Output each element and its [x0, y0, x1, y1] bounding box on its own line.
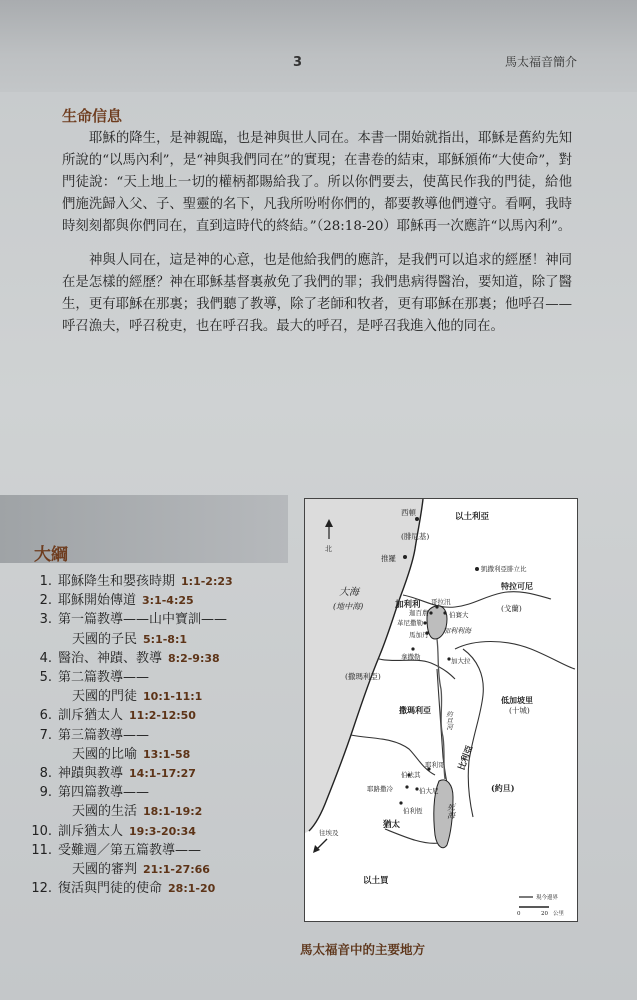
city-dot-nazareth: [411, 647, 414, 650]
outline-item-number: 9.: [39, 785, 52, 801]
outline-item-text: 天國的子民: [72, 631, 138, 647]
label-bethsaida: 伯賽大: [449, 611, 469, 619]
label-nazareth: 拿撒勒: [401, 653, 421, 661]
boundary-judea-idumea: [385, 829, 439, 843]
label-samaria: (撒瑪利亞): [345, 672, 381, 681]
outline-item: [22, 573, 292, 591]
outline-item-text: 受難週／第五篇教導——: [58, 842, 202, 858]
label-jericho: 耶利哥: [425, 761, 445, 769]
outline-item-reference: 18:1-19:2: [143, 805, 203, 819]
label-jerusalem: 耶路撒冷: [367, 785, 393, 793]
city-dot-capernaum: [429, 611, 432, 614]
label-judea: 猶太: [383, 820, 401, 830]
label-decapolis: 低加坡里: [501, 695, 533, 705]
scale-label-20: 20: [541, 911, 548, 917]
label-mediterranean: (地中海): [333, 602, 364, 611]
city-dot-sidon: [415, 517, 419, 521]
outline-item-reference: 10:1-11:1: [143, 690, 203, 704]
outline-item-text: 訓斥猶太人: [58, 823, 124, 839]
label-great-sea: 大海: [339, 587, 359, 598]
outline-item: [22, 650, 292, 668]
label-trachonitis: 特拉可尼: [501, 581, 533, 591]
outline-title: 大綱: [34, 545, 68, 565]
city-dot-bethsaida: [443, 611, 446, 614]
outline-item: [22, 727, 292, 745]
outline-item-text: 天國的比喻: [72, 746, 138, 762]
outline-item-reference: 8:2-9:38: [168, 651, 220, 665]
label-bethphage: 伯法其: [401, 771, 421, 779]
outline-item-number: 10.: [31, 823, 52, 839]
outline-item-reference: 3:1-4:25: [142, 594, 194, 608]
label-egypt: 往埃及: [319, 829, 339, 837]
outline-item: [22, 707, 292, 725]
header-band: [0, 0, 637, 92]
outline-item: [22, 880, 292, 898]
boundary-galilee-north: [403, 592, 551, 608]
north-label: 北: [325, 545, 332, 553]
label-sidon: 西頓: [401, 508, 416, 517]
city-dot-gennesaret: [423, 621, 426, 624]
outline-item: [22, 842, 292, 860]
map-svg: [305, 499, 576, 920]
outline-item: [22, 746, 342, 764]
outline-item-reference: 28:1-20: [168, 882, 216, 896]
label-jordan-river: 約旦河: [445, 711, 453, 731]
outline-item-text: 天國的生活: [72, 804, 138, 820]
label-bethlehem: 伯利恆: [403, 807, 423, 815]
outline-item: [22, 611, 292, 629]
scale-label-0: 0: [517, 911, 521, 917]
label-decapolis-sub: (十城): [509, 706, 530, 715]
outline-item-text: 神蹟與教導: [58, 766, 124, 781]
outline-item-reference: 14:1-17:27: [129, 767, 196, 780]
label-idumea: 以土買: [363, 876, 389, 886]
map-frame: [304, 498, 578, 922]
outline-item-number: 7.: [39, 727, 52, 743]
outline-item-number: 1.: [39, 574, 52, 589]
label-phoenicia: (腓尼基): [401, 532, 430, 541]
outline-item-text: 耶穌開始傳道: [58, 593, 137, 609]
outline-item: [22, 861, 342, 879]
outline-item-text: 醫治、神蹟、教導: [58, 650, 163, 666]
outline-item-text: 復活與門徒的使命: [58, 881, 163, 897]
outline-item-number: 4.: [39, 650, 52, 666]
city-dot-jerusalem: [405, 785, 408, 788]
scale-unit: 公里: [553, 911, 565, 917]
city-dot-caesarea-philippi: [475, 567, 479, 571]
label-samaria-region: 撒瑪利亞: [399, 705, 431, 715]
outline-item-reference: 5:1-8:1: [143, 632, 187, 646]
label-tyre: 推羅: [381, 554, 396, 563]
outline-item-reference: 1:1-2:23: [181, 575, 233, 588]
outline-item-number: 8.: [39, 766, 52, 781]
label-gadara: 加大拉: [451, 657, 471, 665]
outline-item-reference: 13:1-58: [143, 747, 191, 761]
outline-item-text: 訓斥猶太人: [58, 708, 124, 724]
label-lebanon: 以土利亞: [455, 512, 490, 522]
outline-item-text: 天國的審判: [72, 862, 138, 877]
label-dead-sea: 死海: [446, 803, 456, 819]
outline-item: [22, 784, 292, 802]
label-caesarea-philippi: 凱撒利亞腓立比: [481, 565, 527, 573]
outline-item: [22, 803, 342, 821]
outline-item-reference: 19:3-20:34: [129, 824, 196, 838]
label-chorazin: 哥拉汛: [431, 598, 451, 606]
boundary-galilee-samaria: [379, 659, 455, 679]
outline-item-text: 耶穌降生和嬰孩時期: [58, 574, 176, 589]
outline-item-reference: 11:2-12:50: [129, 709, 196, 723]
boundary-perea-decapolis: [463, 649, 483, 817]
running-head: 馬太福音簡介: [505, 55, 578, 69]
label-galilee: 加利利: [395, 600, 421, 610]
life-message-title: 生命信息: [62, 107, 123, 125]
label-capernaum: 迦百農: [409, 609, 429, 617]
life-message-paragraph-1: 耶穌的降生，是神親臨，也是神與世人同在。本書一開始就指出，耶穌是舊約先知所說的“以馬內利”，是“神與我們同在”的實現；在書卷的結束，耶穌頒佈“大使命”，對門徒說：“天上地上一切的權柄都賜給我了。所以你們要去，使萬民作我的門徒，給他們施洗歸入父、子、聖靈的名下，凡我所吩咐你們的，都要教導他們遵守。看啊，我時時刻刻都與你們同在，直到這時代的終結。”（28:18-20）耶穌再一次應許“以馬內利”。: [62, 131, 572, 234]
outline-item: [22, 688, 342, 706]
map-caption: 馬太福音中的主要地方: [300, 942, 426, 957]
outline-item-text: 天國的門徒: [72, 689, 138, 705]
outline-item: [22, 823, 292, 841]
label-perea: 比利亞: [457, 744, 476, 772]
label-bethany: 伯大尼: [419, 787, 439, 795]
life-message-paragraph-2: 神與人同在，這是神的心意，也是他給我們的應許，是我們可以追求的經歷！神同在是怎樣的經歷？神在耶穌基督裏赦免了我們的罪；我們患病得醫治，要知道，除了醫生，更有耶穌在那裏；我們聽了教導，除了老師和牧者，更有耶穌在那裏；他呼召——呼召漁夫，呼召稅吏，也在呼召我。最大的呼召，是呼召我進入他的同在。: [62, 253, 572, 334]
outline-item: [22, 631, 342, 649]
page-number: 3: [293, 55, 303, 70]
legend-border-label: 現今邊界: [536, 895, 559, 901]
city-dot-tyre: [403, 555, 407, 559]
outline-item-text: 第一篇教導——山中寶訓——: [58, 612, 228, 628]
outline-item-number: 2.: [39, 593, 52, 609]
label-jordan-region: (約旦): [491, 783, 515, 793]
label-magadan: 馬加丹: [409, 631, 429, 639]
outline-item-number: 5.: [39, 670, 52, 685]
outline-item-text: 第二篇教導——: [58, 670, 150, 685]
boundary-samaria-judea: [351, 735, 435, 775]
outline-item-number: 11.: [31, 842, 52, 858]
label-gennesaret: 革尼撒勒: [397, 619, 423, 627]
outline-item-reference: 21:1-27:66: [143, 863, 210, 876]
outline-item: [22, 765, 292, 783]
boundary-decapolis-north: [455, 642, 575, 670]
jordan-river-line: [437, 639, 445, 779]
label-sea-of-galilee: 加利利海: [443, 627, 471, 635]
city-dot-bethlehem: [399, 801, 402, 804]
outline-item: [22, 592, 292, 610]
outline-item: [22, 669, 292, 687]
mediterranean-sea-shape: [305, 499, 423, 833]
outline-item-text: 第三篇教導——: [58, 727, 150, 743]
outline-item-number: 12.: [31, 881, 52, 897]
outline-item-number: 6.: [39, 708, 52, 724]
label-gaulanitis: (戈蘭): [501, 604, 522, 613]
outline-item-number: 3.: [39, 612, 52, 628]
outline-item-text: 第四篇教導——: [58, 785, 150, 801]
